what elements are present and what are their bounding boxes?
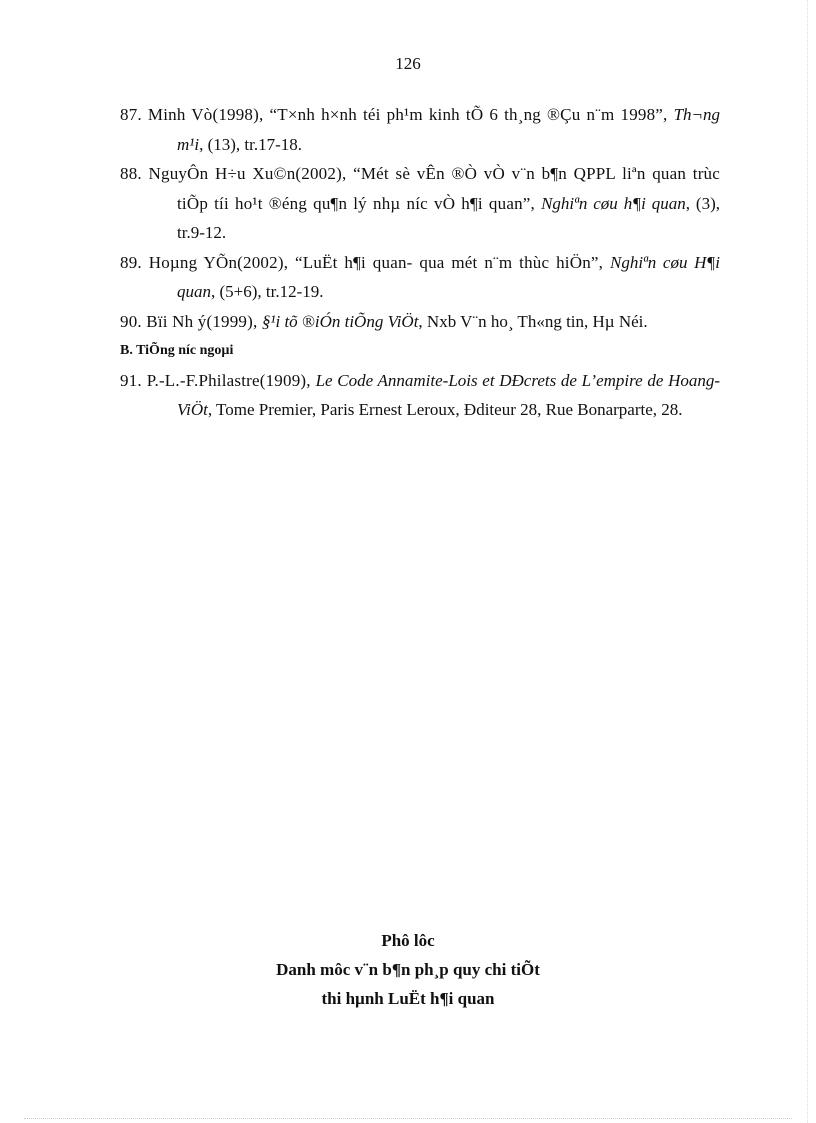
reference-source: Le Code Annamite-Lois et DÐcrets de L’empire de Hoang-ViÖt <box>177 370 721 419</box>
appendix-heading: Phô lôc <box>381 931 435 950</box>
reference-text: 89. Hoµng YÕn(2002), “LuËt h¶i quan- qua mét n¨m thùc hiÖn”, <box>120 252 610 272</box>
appendix-title <box>0 926 816 1013</box>
reference-text: 87. Minh Vò(1998), “T×nh h×nh téi ph¹m kinh tÕ 6 th¸ng ®Çu n¨m 1998”, <box>120 105 674 124</box>
reference-text: 90. Bïi Nh ý(1999), <box>120 311 262 331</box>
page-right-border <box>807 0 808 1123</box>
reference-item <box>120 100 720 159</box>
reference-details: , (13), tr.17-18. <box>199 134 303 154</box>
reference-details: , (3), tr.9-12. <box>177 193 721 242</box>
reference-item <box>120 307 720 337</box>
appendix-subtitle-line1: Danh môc v¨n b¶n ph¸p quy chi tiÕt <box>276 960 540 979</box>
reference-source: Th¬ng m¹i <box>177 105 720 154</box>
reference-item <box>120 159 720 248</box>
reference-source: Nghiªn cøu H¶i quan <box>177 252 720 301</box>
reference-details: , Tome Premier, Paris Ernest Leroux, Ðditeur 28, Rue Bonarparte, 28. <box>207 400 683 419</box>
appendix-subtitle-line2: thi hµnh LuËt h¶i quan <box>321 989 495 1008</box>
section-heading: B. TiÕng níc ngoµi <box>120 343 234 358</box>
references-list <box>120 100 720 425</box>
page-bottom-border <box>24 1118 792 1119</box>
reference-source: §¹i tõ ®iÓn tiÕng ViÖt <box>261 311 419 331</box>
reference-details: , Nxb V¨n ho¸ Th«ng tin, Hµ Néi. <box>418 311 648 331</box>
reference-item <box>120 366 720 425</box>
reference-source: Nghiªn cøu h¶i quan <box>541 193 686 213</box>
reference-text: 91. P.-L.-F.Philastre(1909), <box>120 370 316 390</box>
reference-details: , (5+6), tr.12-19. <box>211 282 324 301</box>
reference-text: 88. NguyÔn H÷u Xu©n(2002), “Mét sè vÊn ®Ò vÒ v¨n b¶n QPPL liªn quan trùc tiÕp tíi ho¹t ®éng qu¶n lý nhµ níc vÒ h¶i quan”, <box>120 164 720 213</box>
reference-item <box>120 248 720 307</box>
page-number: 126 <box>395 54 421 73</box>
